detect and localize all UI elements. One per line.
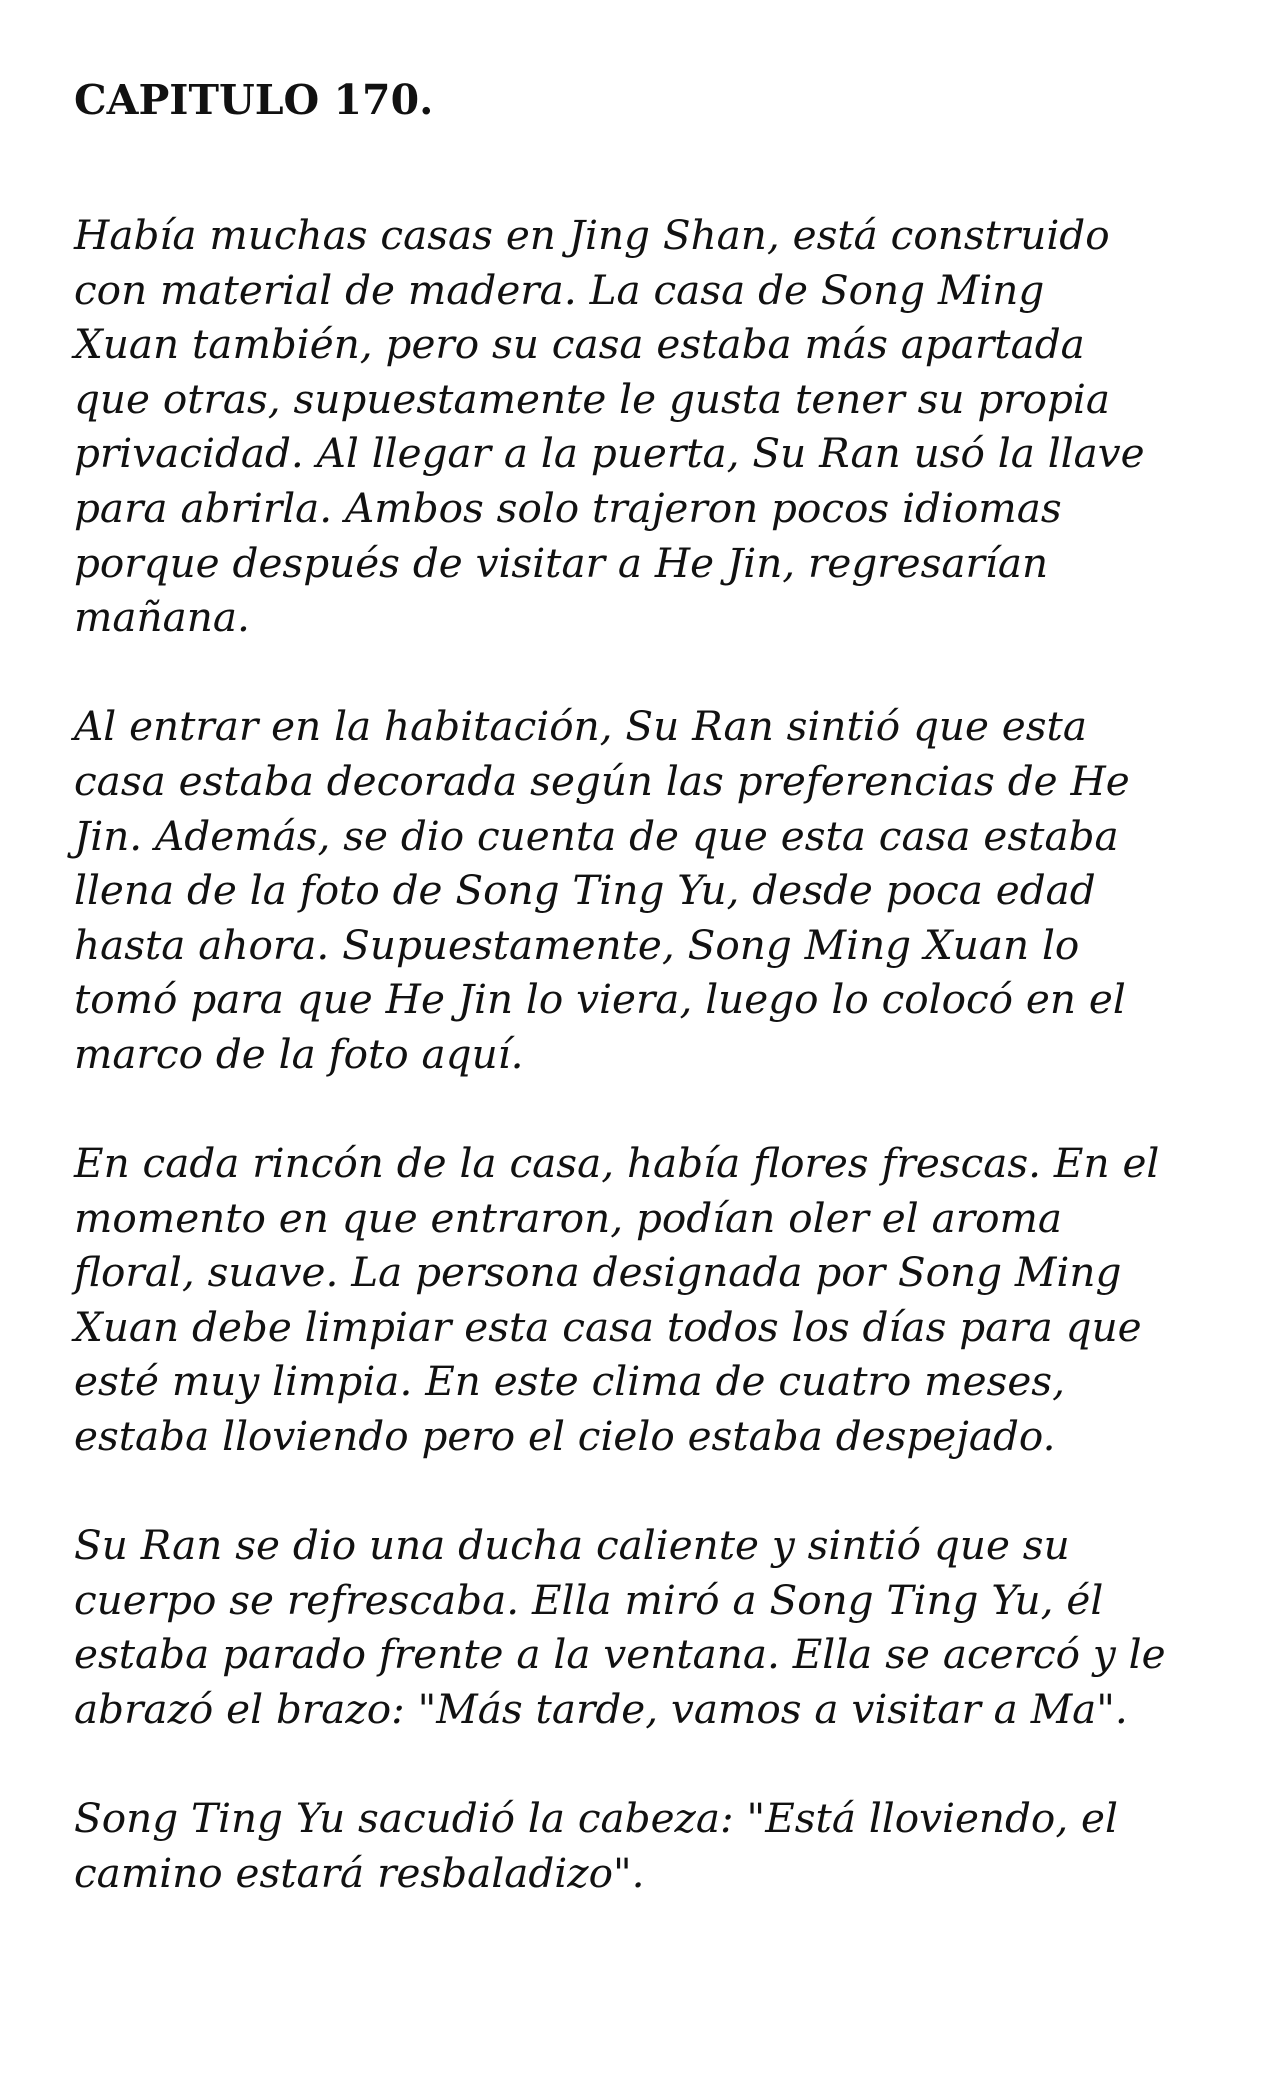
text-line: Xuan debe limpiar esta casa todos los días para que [74,1302,1142,1351]
text-line: Su Ran se dio una ducha caliente y sintió que su [74,1521,1070,1570]
document-page [74,72,1234,1955]
text-line: hasta ahora. Supuestamente, Song Ming Xuan lo [74,920,1080,969]
paragraph-1 [74,208,1234,645]
text-line: Había muchas casas en Jing Shan, está construido [74,211,1110,259]
chapter-title: CAPITULO 170. [74,76,434,124]
text-line: para abrirla. Ambos solo trajeron pocos idiomas [74,483,1062,532]
text-line: camino estará resbaladizo". [74,1848,645,1897]
text-line: Song Ting Yu sacudió la cabeza: "Está lloviendo, el [74,1794,1118,1843]
text-line: casa estaba decorada según las preferencias de He [74,756,1130,805]
text-line: mañana. [74,593,250,642]
text-line: momento en que entraron, podían oler el aroma [74,1193,1063,1242]
paragraph-4 [74,1518,1234,1736]
text-line: marco de la foto aquí. [74,1029,524,1078]
text-line: Al entrar en la habitación, Su Ran sintió que esta [74,702,1087,751]
text-line: esté muy limpia. En este clima de cuatro meses, [74,1357,1065,1406]
text-line: floral, suave. La persona designada por Song Ming [74,1248,1122,1297]
text-line: Xuan también, pero su casa estaba más apartada [74,320,1085,369]
text-line: abrazó el brazo: "Más tarde, vamos a visitar a Ma". [74,1685,1128,1734]
text-line: porque después de visitar a He Jin, regresarían [74,538,1049,587]
text-line: Jin. Además, se dio cuenta de que esta casa estaba [74,811,1119,860]
text-line: privacidad. Al llegar a la puerta, Su Ran usó la llave [74,429,1145,478]
text-line: que otras, supuestamente le gusta tener su propia [74,374,1111,423]
paragraph-3 [74,1136,1234,1464]
text-line: En cada rincón de la casa, había flores frescas. En el [74,1139,1160,1188]
paragraph-2 [74,699,1234,1081]
text-line: con material de madera. La casa de Song Ming [74,265,1045,314]
paragraph-5 [74,1791,1234,1900]
text-line: estaba parado frente a la ventana. Ella se acercó y le [74,1630,1166,1679]
text-line: llena de la foto de Song Ting Yu, desde poca edad [74,866,1096,915]
text-line: cuerpo se refrescaba. Ella miró a Song Ting Yu, él [74,1575,1104,1624]
text-line: estaba lloviendo pero el cielo estaba despejado. [74,1412,1056,1461]
text-line: tomó para que He Jin lo viera, luego lo colocó en el [74,975,1126,1024]
